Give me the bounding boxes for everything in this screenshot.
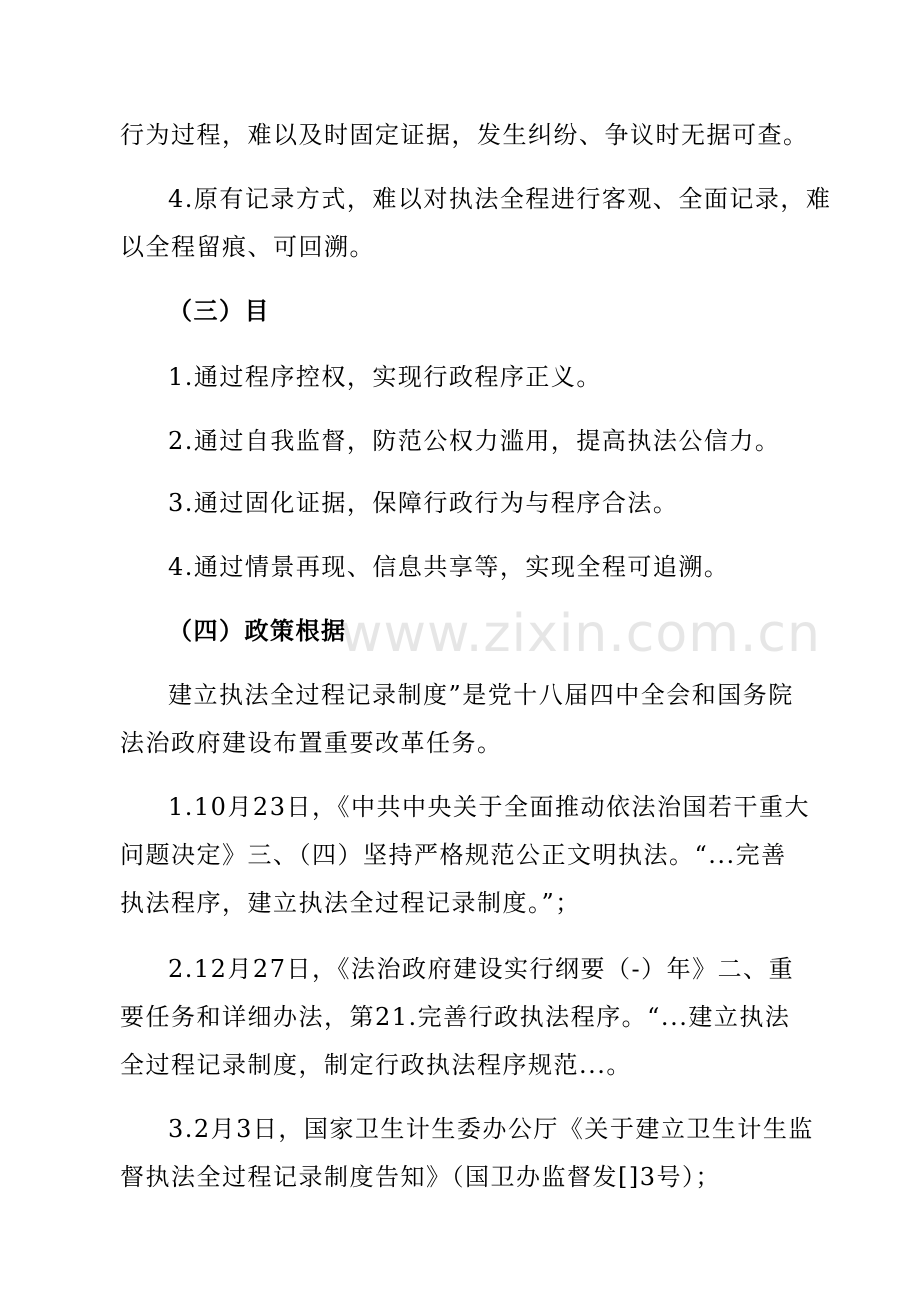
text-line: 执法程序，建立执法全过程记录制度。”； — [120, 889, 581, 917]
text-line: 行为过程，难以及时固定证据，发生纠纷、争议时无据可查。 — [120, 121, 809, 149]
text-line: 问题决定》三、（四）坚持严格规范公正文明执法。“...完善 — [120, 841, 787, 869]
list-item: 1.通过程序控权，实现行政程序正义。 — [168, 363, 602, 391]
text-line: 1.10月23日，《中共中央关于全面推动依法治国若干重大 — [168, 793, 810, 821]
list-item: 2.通过自我监督，防范公权力滥用，提高执法公信力。 — [168, 427, 781, 455]
text-line: 2.12月27日，《法治政府建设实行纲要（-）年》二、重 — [168, 955, 795, 983]
section-heading-4: （四）政策根据 — [168, 616, 347, 645]
text-line: 全过程记录制度，制定行政执法程序规范...。 — [120, 1051, 632, 1079]
text-line: 法治政府建设布置重要改革任务。 — [120, 729, 503, 757]
watermark: www.zixin.com.cn — [340, 604, 821, 664]
text-line: 要任务和详细办法，第21.完善行政执法程序。“...建立执法 — [120, 1003, 791, 1031]
list-item: 3.通过固化证据，保障行政行为与程序合法。 — [168, 489, 679, 517]
section-heading-3: （三）目 — [168, 296, 270, 325]
list-item: 4.通过情景再现、信息共享等，实现全程可追溯。 — [168, 553, 730, 581]
text-line: 以全程留痕、可回溯。 — [120, 233, 375, 261]
text-line: 督执法全过程记录制度告知》（国卫办监督发[]3号）； — [120, 1163, 721, 1191]
text-line: 4.原有记录方式，难以对执法全程进行客观、全面记录，难 — [168, 185, 832, 213]
text-line: 3.2月3日，国家卫生计生委办公厅《关于建立卫生计生监 — [168, 1115, 814, 1143]
text-line: 建立执法全过程记录制度”是党十八届四中全会和国务院 — [168, 681, 794, 709]
